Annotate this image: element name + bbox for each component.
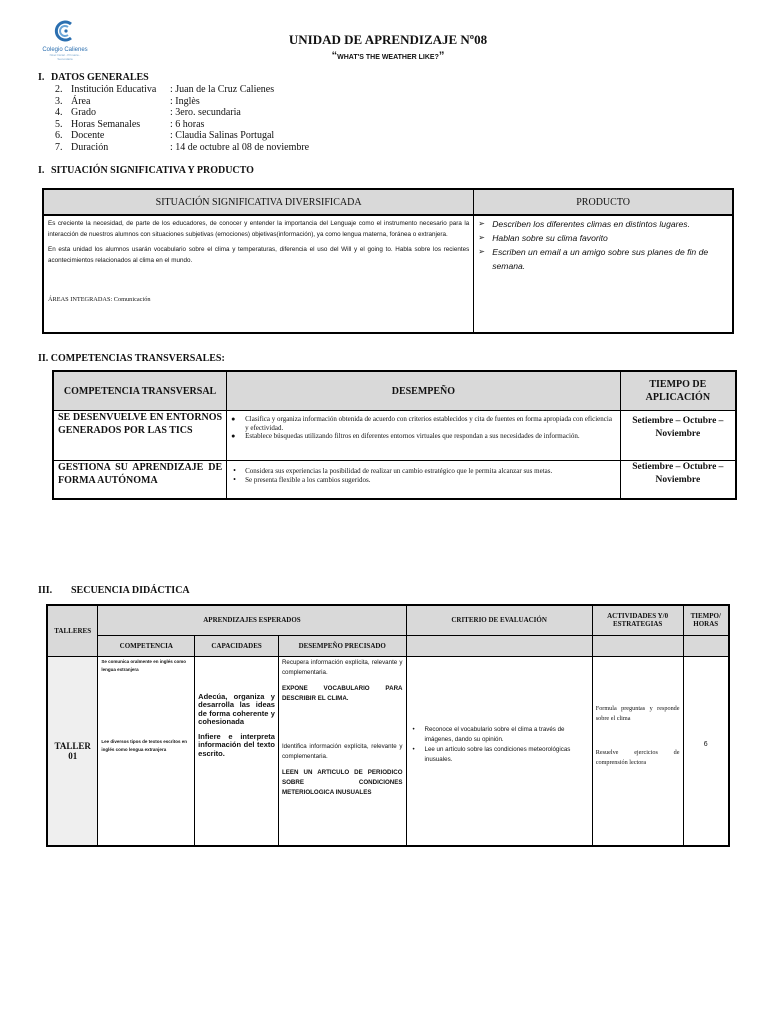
competencia-subheader: COMPETENCIA (98, 635, 195, 656)
tiempo-subheader (683, 635, 729, 656)
datos-value: : 14 de octubre al 08 de noviembre (170, 141, 310, 153)
section-label: SITUACIÓN SIGNIFICATIVA Y PRODUCTO (51, 165, 254, 176)
section-datos-generales (38, 72, 149, 83)
datos-num: 7. (55, 141, 63, 153)
criterio-item: • Reconoce el vocabulario sobre el clima a través de imágenes, dando su opinión. (425, 725, 588, 745)
document-subtitle (0, 50, 768, 62)
situacion-table (42, 188, 734, 334)
desempeno-item: Identifica información explícita, relevante y complementaria. (281, 742, 403, 760)
competencia-item: Se comunica oralmente en inglés como lengua extranjera (101, 658, 186, 672)
actividad-item: Resuelve ejercicios de comprensión lectora (595, 748, 680, 766)
producto-item: ➢ Hablan sobre su clima favorito (478, 231, 728, 245)
datos-generales-list (55, 84, 309, 153)
areas-integradas: ÁREAS INTEGRADAS: Comunicación (48, 296, 151, 303)
section-competencias: II. COMPETENCIAS TRANSVERSALES: (38, 353, 225, 364)
aprendizajes-header: APRENDIZAJES ESPERADOS (98, 605, 406, 635)
datos-label: Horas Semanales (71, 118, 141, 130)
section-number: I. (38, 72, 45, 83)
tiempo-horas-header: TIEMPO/ HORAS (683, 605, 729, 635)
producto-item: ➢ Describen los diferentes climas en distintos lugares. (478, 217, 728, 231)
logo-name: Colegio Calienes (42, 47, 88, 53)
datos-num: 4. (55, 107, 63, 118)
criterio-cell (406, 656, 592, 846)
desempeno-precisado-cell (278, 656, 406, 846)
desempeno-item: • Se presenta flexible a los cambios sugeridos. (245, 476, 616, 485)
producto-cell (474, 215, 733, 333)
desempeno-cell (227, 411, 621, 461)
datos-value: : Claudia Salinas Portugal (170, 130, 275, 141)
tiempo-cell: Setiembre – Octubre – Noviembre (620, 411, 736, 461)
datos-row (55, 119, 309, 131)
datos-value: : 3ero. secundaria (170, 107, 241, 118)
criterio-subheader (406, 635, 592, 656)
situacion-paragraph: En esta unidad los alumnos usarán vocabulario sobre el clima y temperaturas, diferencia el uso del Will y el going to. Habla sobre los recientes acontecimientos relacionados al clima en el mundo. (48, 246, 470, 264)
desempeno-item: EXPONE VOCABULARIO PARA DESCRIBIR EL CLIMA. (281, 684, 403, 702)
capacidades-subheader: CAPACIDADES (195, 635, 279, 656)
section-label: SECUENCIA DIDÁCTICA (71, 585, 190, 596)
competencia-cell: SE DESENVUELVE EN ENTORNOS GENERADOS POR LAS TICS (53, 411, 227, 461)
criterio-item: • Lee un artículo sobre las condiciones meteorológicas inusuales. (425, 745, 588, 765)
desempeno-item: • Considera sus experiencias la posibilidad de realizar un cambio estratégico que le permita alcanzar sus metas. (245, 467, 616, 476)
desempeno-item: LEEN UN ARTICULO DE PERIODICO SOBRE CONDICIONES METERIOLOGICA INUSUALES (281, 768, 403, 796)
tiempo-cell: Setiembre – Octubre – Noviembre (620, 461, 736, 499)
desempeno-item: ● Establece búsquedas utilizando filtros en diferentes entornos virtuales que respondan a sus necesidades de información. (245, 432, 616, 441)
datos-row (55, 96, 309, 108)
datos-label: Área (71, 95, 91, 107)
subtitle-text: WHAT'S THE WEATHER LIKE? (337, 54, 439, 61)
datos-value: : 6 horas (170, 118, 205, 130)
datos-row (55, 107, 309, 119)
datos-value: : Inglès (170, 95, 200, 107)
competencias-table (52, 370, 737, 500)
actividades-header: ACTIVIDADES Y/0 ESTRATEGIAS (592, 605, 683, 635)
section-number: III. (38, 585, 53, 596)
competencia-cell (98, 656, 195, 846)
datos-label: Institución Educativa (71, 84, 157, 95)
logo-subtitle: Nivel Inicial - Primaria - Secundaria (49, 53, 81, 61)
capacidad-item: Infiere e interpreta información del texto escrito. (198, 731, 275, 758)
datos-label: Duración (71, 141, 109, 153)
desempeno-cell (227, 461, 621, 499)
situacion-paragraph: Es creciente la necesidad, de parte de los educadores, de conocer y entender la importancia del Lenguaje como el instrumento necesario para la interacción de nuestros alumnos con situaciones subjetivas (emociones) objetivas(información), ya como lengua materna, foránea o extranjera. (48, 220, 470, 238)
datos-num: 5. (55, 118, 63, 130)
subtitle-close-quote: ” (438, 50, 445, 62)
capacidades-cell (195, 656, 279, 846)
secuencia-table (46, 604, 730, 847)
datos-row (55, 142, 309, 154)
tiempo-header: TIEMPO DE APLICACIÓN (620, 371, 736, 411)
producto-item: ➢ Escriben un email a un amigo sobre sus planes de fin de semana. (478, 245, 728, 273)
desempeno-header: DESEMPEÑO (227, 371, 621, 411)
subtitle-open-quote: “ (331, 50, 338, 62)
talleres-header: TALLERES (47, 605, 98, 656)
section-number: I. (38, 165, 45, 176)
competencia-header: COMPETENCIA TRANSVERSAL (53, 371, 227, 411)
section-secuencia (38, 585, 190, 596)
desempeno-item: ● Clasifica y organiza información obtenida de acuerdo con criterios establecidos y cita de fuentes en forma apropiada con eficiencia y efectividad. (245, 415, 616, 432)
actividades-cell (592, 656, 683, 846)
taller-cell: TALLER 01 (47, 656, 98, 846)
actividades-subheader (592, 635, 683, 656)
situacion-header: SITUACIÓN SIGNIFICATIVA DIVERSIFICADA (43, 189, 474, 215)
situacion-cell (43, 215, 474, 333)
desempeno-item: Recupera información explícita, relevante y complementaria. (281, 658, 403, 676)
desempeno-subheader: DESEMPEÑO PRECISADO (278, 635, 406, 656)
datos-label: Docente (71, 130, 105, 141)
datos-label: Grado (71, 107, 96, 118)
datos-row (55, 130, 309, 142)
datos-row (55, 84, 309, 96)
competencia-cell: GESTIONA SU APRENDIZAJE DE FORMA AUTÓNOMA (53, 461, 227, 499)
actividad-item: Formula preguntas y responde sobre el clima (595, 704, 680, 722)
datos-num: 3. (55, 95, 63, 107)
datos-num: 6. (55, 130, 63, 141)
capacidad-item: Adecúa, organiza y desarrolla las ideas de forma coherente y cohesionada (198, 691, 275, 726)
datos-value: : Juan de la Cruz Calienes (170, 84, 275, 95)
competencia-item: Lee diversos tipos de textos escritos en inglés como lengua extranjera (101, 738, 187, 752)
document-title: UNIDAD DE APRENDIZAJE Nº08 (288, 32, 488, 47)
section-label: DATOS GENERALES (51, 72, 149, 83)
producto-header: PRODUCTO (474, 189, 733, 215)
section-situacion (38, 165, 254, 176)
tiempo-cell: 6 (683, 656, 729, 846)
datos-num: 2. (55, 84, 63, 95)
criterio-header: CRITERIO DE EVALUACIÓN (406, 605, 592, 635)
